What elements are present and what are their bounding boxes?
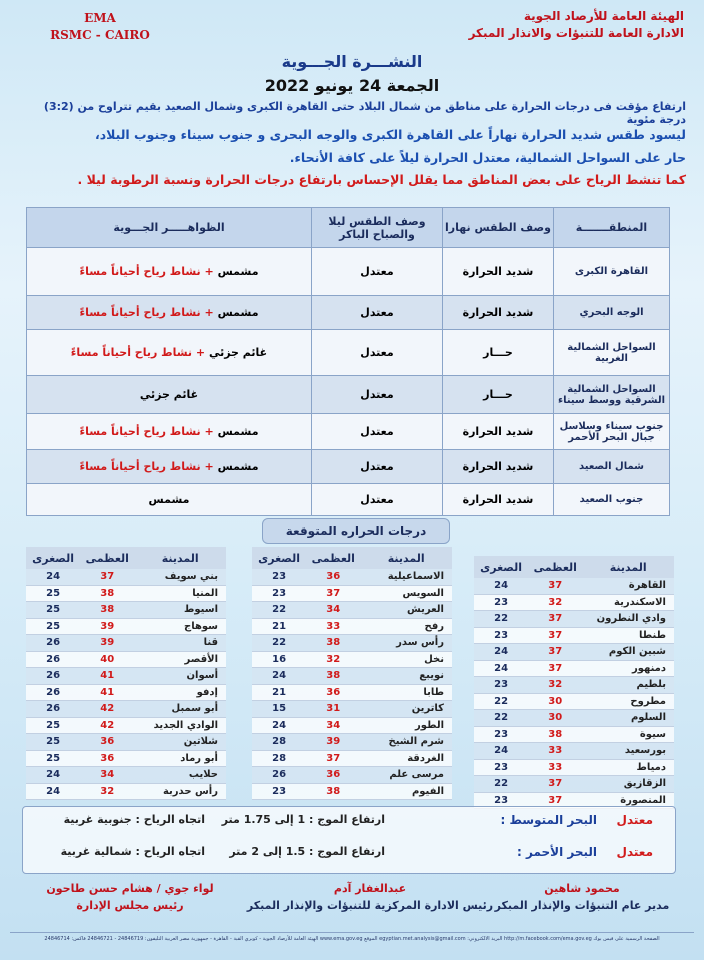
city-max: 36 — [306, 684, 360, 701]
day-cell: حـــار — [443, 330, 554, 376]
city-min: 23 — [474, 677, 528, 694]
weather-row — [27, 376, 670, 414]
signature-forecast-director — [482, 880, 682, 914]
night-cell: معتدل — [312, 376, 443, 414]
city-max: 33 — [306, 618, 360, 635]
phenomena-extra: نشاط رياح أحياناً مساءً — [79, 265, 201, 278]
city-row — [474, 660, 674, 677]
day-cell: شديد الحرارة — [443, 484, 554, 516]
weather-table — [26, 207, 670, 516]
city-max: 30 — [528, 710, 582, 727]
signature-role: رئيس مجلس الإدارة — [76, 899, 184, 912]
city-name: الأقصر — [134, 651, 226, 668]
phenomena-plus: + — [204, 265, 214, 278]
city-row — [252, 684, 452, 701]
city-name: أبو سمبل — [134, 701, 226, 718]
city-min: 26 — [26, 651, 80, 668]
city-row — [26, 767, 226, 784]
signature-role: مدير عام التنبؤات والإنذار المبكر — [494, 899, 670, 912]
temps-header-min: الصغرى — [26, 547, 80, 569]
header-phenomena: الظواهـــــر الجـــوية — [27, 208, 312, 248]
weather-row — [27, 330, 670, 376]
city-name: السويس — [360, 585, 452, 602]
city-max: 39 — [80, 618, 134, 635]
city-name: دمياط — [582, 759, 674, 776]
summary-line-4: كما تنشط الرياح على بعض المناطق مما يقلل الإحساس بارتفاع درجات الحرارة ونسبة الرطوبة ليلا . — [77, 172, 686, 187]
city-max: 42 — [80, 717, 134, 734]
city-min: 25 — [26, 602, 80, 619]
city-max: 38 — [80, 602, 134, 619]
city-row — [252, 717, 452, 734]
weather-row — [27, 450, 670, 484]
city-name: شبين الكوم — [582, 644, 674, 661]
city-row — [26, 717, 226, 734]
phenomena-plus: + — [204, 460, 214, 473]
red-sea-wind: اتجاه الرياح : شمالية غربية — [60, 845, 205, 858]
phenomena-plus: + — [204, 306, 214, 319]
city-row — [474, 594, 674, 611]
city-max: 33 — [528, 759, 582, 776]
city-min: 28 — [252, 750, 306, 767]
city-name: شرم الشيخ — [360, 734, 452, 751]
city-max: 39 — [306, 734, 360, 751]
city-row — [474, 578, 674, 594]
med-wave-to: 1.75 — [243, 813, 271, 826]
region-cell: الوجه البحري — [554, 296, 670, 330]
day-cell: شديد الحرارة — [443, 414, 554, 450]
city-min: 25 — [26, 585, 80, 602]
city-min: 26 — [26, 635, 80, 652]
city-row — [474, 776, 674, 793]
night-cell: معتدل — [312, 450, 443, 484]
phenomena-main: غائم جزئي — [139, 388, 199, 401]
temps-header-min: الصغرى — [252, 547, 306, 569]
city-row — [474, 693, 674, 710]
city-name: نويبع — [360, 668, 452, 685]
signature-role: رئيس الادارة المركزية للتنبؤات والإنذار المبكر — [246, 899, 494, 912]
med-state: معتدل — [616, 813, 653, 827]
city-row — [474, 611, 674, 628]
city-name: شلاتين — [134, 734, 226, 751]
phenomena-main: مشمس — [148, 493, 190, 506]
phenomena-cell — [27, 484, 312, 516]
city-name: مطروح — [582, 693, 674, 710]
city-name: قنا — [134, 635, 226, 652]
temps-header-max: العظمى — [306, 547, 360, 569]
phenomena-main: مشمس — [217, 425, 259, 438]
region-cell: القاهرة الكبرى — [554, 248, 670, 296]
city-name: المنيا — [134, 585, 226, 602]
city-row — [252, 734, 452, 751]
temps-header-city: المدينة — [134, 547, 226, 569]
city-max: 37 — [306, 750, 360, 767]
city-max: 38 — [306, 783, 360, 800]
contact-footer: الصفحة الرسمية على فيس بوك http://m.facebook.com/ema.gov.eg البريد الالكتروني: egyptian.met.analysis@gmail.com الموقع www.ema.gov.eg الهيئة العامة للأرصاد الجوية - كوبري القبة - القاهرة - جمهورية مصر العربية التليفون: 24846719 - 24846721 فاكس: 24846714 — [10, 932, 694, 942]
city-max: 32 — [528, 677, 582, 694]
signature-name: عبدالغفار آدم — [333, 882, 407, 895]
city-name: اسيوط — [134, 602, 226, 619]
city-max: 40 — [80, 651, 134, 668]
city-max: 37 — [306, 585, 360, 602]
city-max: 39 — [80, 635, 134, 652]
city-max: 42 — [80, 701, 134, 718]
phenomena-main: مشمس — [217, 306, 259, 319]
city-row — [474, 726, 674, 743]
phenomena-plus: + — [195, 346, 206, 359]
night-cell: معتدل — [312, 248, 443, 296]
weather-row — [27, 414, 670, 450]
temps-header-row — [26, 547, 226, 569]
city-name: الوادي الجديد — [134, 717, 226, 734]
dept-name: الادارة العامة للتنبؤات والانذار المبكر — [468, 26, 684, 40]
city-name: بورسعيد — [582, 743, 674, 760]
city-min: 24 — [474, 660, 528, 677]
med-wave-unit: متر — [221, 813, 240, 826]
day-cell: شديد الحرارة — [443, 450, 554, 484]
phenomena-extra: نشاط رياح أحياناً مساءً — [79, 306, 201, 319]
red-wave-from: 1.5 — [285, 845, 306, 858]
temps-header-city: المدينة — [582, 556, 674, 578]
city-min: 26 — [26, 668, 80, 685]
city-max: 41 — [80, 684, 134, 701]
city-name: حلايب — [134, 767, 226, 784]
city-max: 32 — [306, 651, 360, 668]
city-min: 28 — [252, 734, 306, 751]
city-max: 37 — [528, 792, 582, 809]
header-day: وصف الطقس نهارا — [443, 208, 554, 248]
city-row — [474, 743, 674, 760]
city-name: رفح — [360, 618, 452, 635]
city-max: 31 — [306, 701, 360, 718]
city-min: 22 — [252, 602, 306, 619]
city-name: سيوة — [582, 726, 674, 743]
city-name: القاهرة — [582, 578, 674, 594]
city-max: 36 — [306, 569, 360, 585]
med-wave-to-word: إلى — [274, 813, 294, 826]
phenomena-cell — [27, 414, 312, 450]
city-row — [252, 651, 452, 668]
rsmc-label: RSMC - CAIRO — [50, 28, 150, 42]
summary-line-1: ارتفاع مؤقت فى درجات الحرارة على مناطق من شمال البلاد حتى القاهرة الكبرى وشمال الصعيد بقيم تتراوح من (3:2) درجة مئوية — [43, 100, 686, 126]
city-row — [26, 750, 226, 767]
city-name: رأس حدربة — [134, 783, 226, 800]
phenomena-main: مشمس — [217, 460, 259, 473]
city-min: 23 — [252, 585, 306, 602]
med-wave — [222, 813, 385, 826]
city-max: 37 — [528, 776, 582, 793]
city-max: 32 — [528, 594, 582, 611]
night-cell: معتدل — [312, 414, 443, 450]
city-max: 38 — [80, 585, 134, 602]
weather-row — [27, 296, 670, 330]
temps-table-south — [26, 547, 226, 800]
red-wave-to-word: إلى — [262, 845, 282, 858]
med-wave-from: 1 — [297, 813, 306, 826]
city-min: 16 — [252, 651, 306, 668]
city-name: سوهاج — [134, 618, 226, 635]
city-row — [26, 701, 226, 718]
city-row — [474, 627, 674, 644]
city-max: 37 — [528, 627, 582, 644]
phenomena-extra: نشاط رياح أحياناً مساءً — [79, 460, 201, 473]
header-region: المنطقـــــــة — [554, 208, 670, 248]
city-min: 22 — [474, 710, 528, 727]
city-row — [252, 635, 452, 652]
city-min: 21 — [252, 618, 306, 635]
region-cell: السواحل الشمالية الغربية — [554, 330, 670, 376]
city-name: أبو رماد — [134, 750, 226, 767]
city-min: 25 — [26, 618, 80, 635]
city-min: 22 — [474, 693, 528, 710]
city-max: 37 — [80, 569, 134, 585]
temps-header-max: العظمى — [80, 547, 134, 569]
city-row — [474, 677, 674, 694]
header-night: وصف الطقس ليلا والصباح الباكر — [312, 208, 443, 248]
signature-chairman — [30, 880, 230, 914]
city-row — [474, 710, 674, 727]
city-row — [26, 602, 226, 619]
city-row — [252, 783, 452, 800]
city-name: مرسى علم — [360, 767, 452, 784]
city-min: 23 — [252, 569, 306, 585]
city-max: 37 — [528, 644, 582, 661]
city-min: 24 — [252, 717, 306, 734]
med-wind: اتجاه الرياح : جنوبية غربية — [63, 813, 205, 826]
city-name: رأس سدر — [360, 635, 452, 652]
city-row — [252, 618, 452, 635]
city-min: 23 — [474, 759, 528, 776]
summary-line-3: حار على السواحل الشمالية، معتدل الحرارة ليلاً على كافة الأنحاء. — [289, 150, 686, 165]
city-row — [252, 602, 452, 619]
city-min: 24 — [26, 569, 80, 585]
city-name: إدفو — [134, 684, 226, 701]
region-cell: جنوب سيناء وسلاسل جبال البحر الأحمر — [554, 414, 670, 450]
sea-row-red — [23, 845, 675, 875]
day-cell: حـــار — [443, 376, 554, 414]
phenomena-cell — [27, 330, 312, 376]
red-sea-state: معتدل — [616, 845, 653, 859]
city-name: الفيوم — [360, 783, 452, 800]
city-name: طابا — [360, 684, 452, 701]
temps-title: درجات الحراره المتوقعة — [262, 518, 450, 544]
temps-header-row — [252, 547, 452, 569]
red-sea-wave — [229, 845, 385, 858]
city-name: العريش — [360, 602, 452, 619]
city-row — [26, 684, 226, 701]
city-name: الاسماعيلية — [360, 569, 452, 585]
sea-state-box — [22, 806, 676, 874]
city-row — [252, 569, 452, 585]
med-label: البحر المتوسط : — [500, 813, 597, 827]
city-name: الطور — [360, 717, 452, 734]
phenomena-cell — [27, 248, 312, 296]
org-header — [469, 8, 684, 42]
weather-row — [27, 484, 670, 516]
phenomena-cell — [27, 450, 312, 484]
city-max: 34 — [306, 717, 360, 734]
night-cell: معتدل — [312, 484, 443, 516]
city-min: 25 — [26, 750, 80, 767]
region-cell: جنوب الصعيد — [554, 484, 670, 516]
city-min: 22 — [252, 635, 306, 652]
red-wave-label: ارتفاع الموج : — [309, 845, 385, 858]
weather-row — [27, 248, 670, 296]
city-row — [26, 585, 226, 602]
city-max: 36 — [80, 734, 134, 751]
city-name: المنصورة — [582, 792, 674, 809]
city-row — [26, 651, 226, 668]
temps-header-city: المدينة — [360, 547, 452, 569]
region-cell: السواحل الشمالية الشرقية ووسط سيناء — [554, 376, 670, 414]
city-min: 23 — [474, 726, 528, 743]
temps-header-min: الصغرى — [474, 556, 528, 578]
day-cell: شديد الحرارة — [443, 248, 554, 296]
temps-header-row — [474, 556, 674, 578]
city-row — [474, 644, 674, 661]
city-min: 24 — [474, 578, 528, 594]
phenomena-extra: نشاط رياح أحياناً مساءً — [70, 346, 193, 359]
night-cell: معتدل — [312, 330, 443, 376]
city-name: الغردقة — [360, 750, 452, 767]
signature-name: لواء جوي / هشام حسن طاحون — [46, 882, 214, 895]
city-row — [26, 618, 226, 635]
city-row — [252, 585, 452, 602]
city-min: 15 — [252, 701, 306, 718]
city-name: طنطا — [582, 627, 674, 644]
ema-logo-text — [30, 10, 170, 44]
city-max: 32 — [80, 783, 134, 800]
city-max: 37 — [528, 578, 582, 594]
city-min: 24 — [26, 783, 80, 800]
city-max: 33 — [528, 743, 582, 760]
phenomena-main: مشمس — [217, 265, 259, 278]
city-min: 21 — [252, 684, 306, 701]
city-max: 36 — [80, 750, 134, 767]
city-min: 23 — [474, 792, 528, 809]
city-min: 26 — [252, 767, 306, 784]
city-max: 37 — [528, 611, 582, 628]
city-row — [252, 668, 452, 685]
city-row — [252, 767, 452, 784]
city-name: الزقازيق — [582, 776, 674, 793]
region-cell: شمال الصعيد — [554, 450, 670, 484]
city-row — [26, 668, 226, 685]
city-row — [474, 759, 674, 776]
city-min: 22 — [474, 611, 528, 628]
city-name: دمنهور — [582, 660, 674, 677]
city-min: 26 — [26, 684, 80, 701]
city-max: 38 — [306, 635, 360, 652]
city-name: نخل — [360, 651, 452, 668]
phenomena-cell — [27, 296, 312, 330]
temps-header-max: العظمى — [528, 556, 582, 578]
city-min: 26 — [26, 701, 80, 718]
city-name: بلطيم — [582, 677, 674, 694]
city-max: 37 — [528, 660, 582, 677]
phenomena-extra: نشاط رياح أحياناً مساءً — [79, 425, 201, 438]
city-min: 23 — [474, 594, 528, 611]
city-max: 34 — [80, 767, 134, 784]
red-wave-unit: متر — [229, 845, 248, 858]
red-wave-to: 2 — [251, 845, 259, 858]
city-name: أسوان — [134, 668, 226, 685]
city-name: الاسكندرية — [582, 594, 674, 611]
bulletin-date: الجمعة 24 يونيو 2022 — [264, 76, 440, 95]
city-row — [252, 750, 452, 767]
phenomena-plus: + — [204, 425, 214, 438]
phenomena-cell — [27, 376, 312, 414]
city-min: 24 — [474, 644, 528, 661]
med-wave-label: ارتفاع الموج : — [309, 813, 385, 826]
city-min: 25 — [26, 717, 80, 734]
org-name: الهيئة العامة للأرصاد الجوية — [523, 9, 684, 23]
city-min: 22 — [474, 776, 528, 793]
city-name: كاترين — [360, 701, 452, 718]
city-min: 23 — [474, 627, 528, 644]
city-min: 24 — [26, 767, 80, 784]
night-cell: معتدل — [312, 296, 443, 330]
city-row — [26, 635, 226, 652]
city-min: 24 — [474, 743, 528, 760]
sea-row-med — [23, 813, 675, 843]
city-row — [26, 569, 226, 585]
city-min: 25 — [26, 734, 80, 751]
city-min: 23 — [252, 783, 306, 800]
city-name: وادي النطرون — [582, 611, 674, 628]
city-max: 30 — [528, 693, 582, 710]
summary-line-2: ليسود طقس شديد الحرارة نهاراً على القاهرة الكبرى والوجه البحرى و جنوب سيناء وجنوب البلاد، — [94, 127, 686, 142]
red-sea-label: البحر الأحمر : — [517, 845, 597, 859]
temps-table-north — [474, 556, 674, 809]
city-max: 41 — [80, 668, 134, 685]
signature-central-head — [240, 880, 500, 914]
city-row — [26, 734, 226, 751]
ema-abbrev: EMA — [84, 11, 116, 25]
temps-table-sinai — [252, 547, 452, 800]
city-row — [26, 783, 226, 800]
city-max: 36 — [306, 767, 360, 784]
city-row — [252, 701, 452, 718]
bulletin-title: النشـــرة الجـــوية — [281, 52, 423, 71]
city-min: 24 — [252, 668, 306, 685]
city-name: السلوم — [582, 710, 674, 727]
phenomena-main: غائم جزئي — [208, 346, 268, 359]
city-max: 34 — [306, 602, 360, 619]
day-cell: شديد الحرارة — [443, 296, 554, 330]
city-name: بني سويف — [134, 569, 226, 585]
city-max: 38 — [528, 726, 582, 743]
city-max: 38 — [306, 668, 360, 685]
signature-name: محمود شاهين — [544, 882, 620, 895]
